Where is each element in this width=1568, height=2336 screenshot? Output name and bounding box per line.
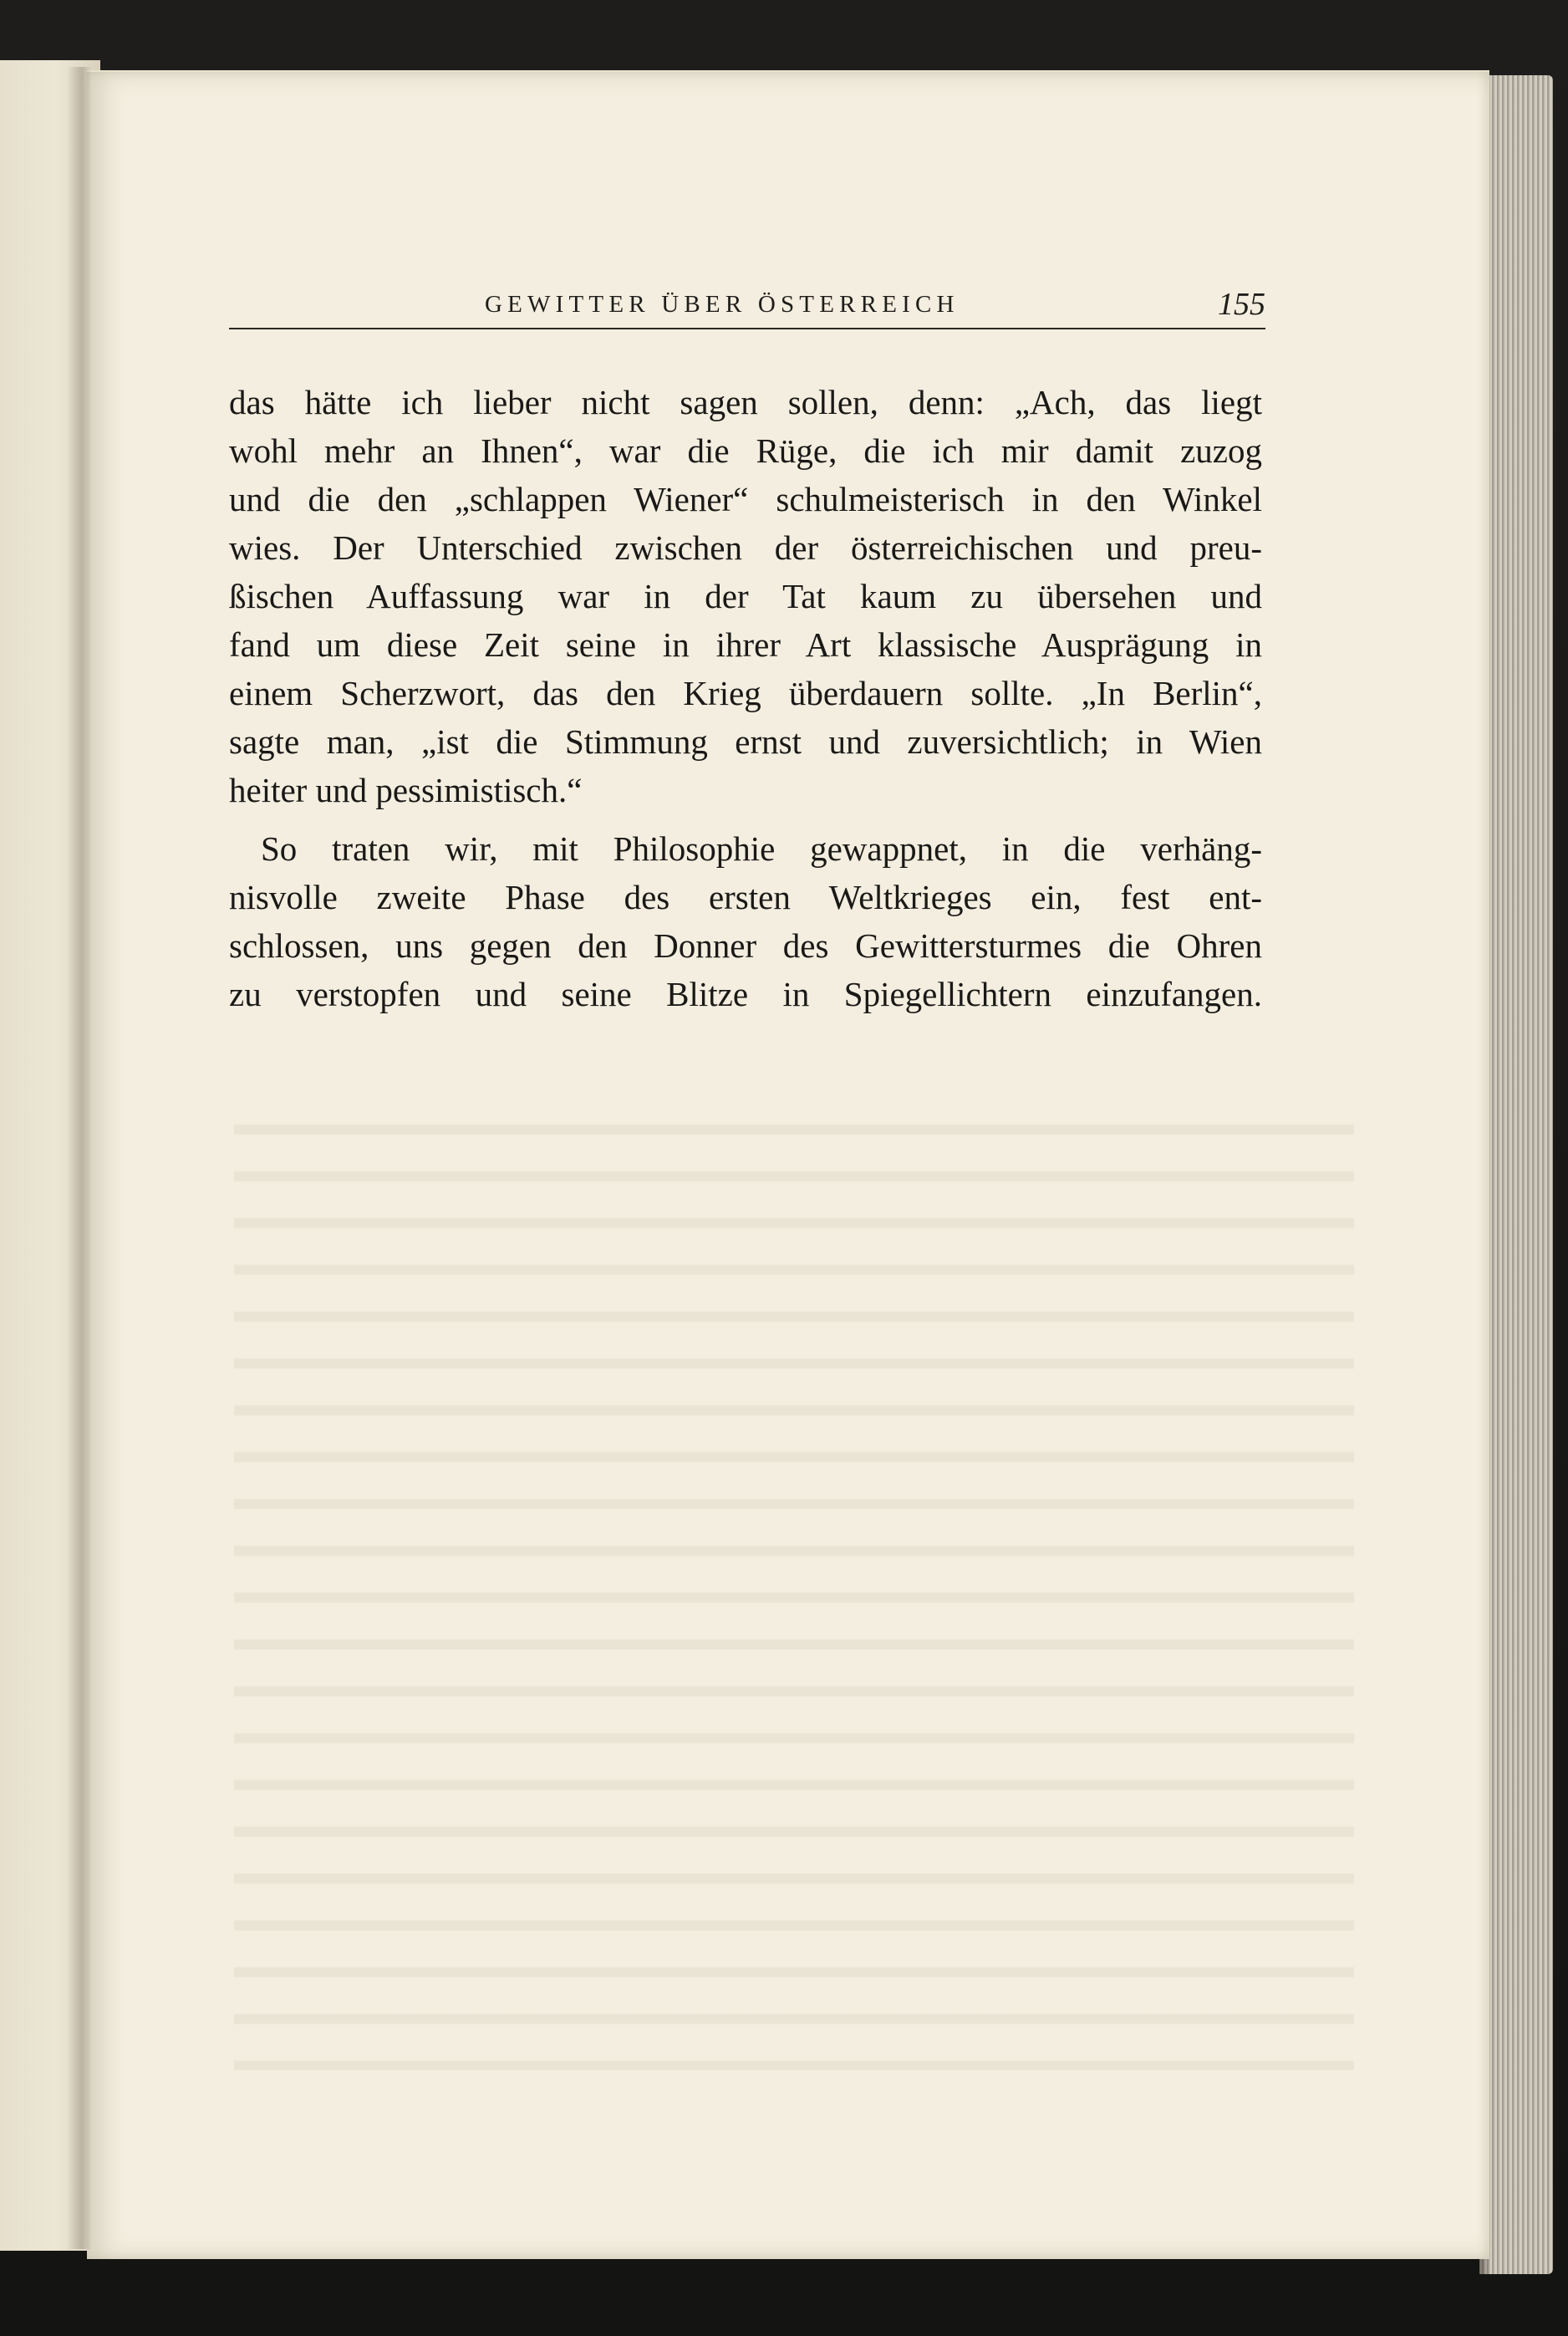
show-through-text [234,1092,1354,2070]
text-line: heiter und pessimistisch.“ [229,771,583,809]
text-line: schlossen, uns gegen den Donner des Gewittersturmes die Ohren [229,926,1262,965]
text-line: sagte man, „ist die Stimmung ernst und zuversichtlich; in Wien [229,722,1262,761]
page-number: 155 [1218,287,1265,322]
text-line: einem Scherzwort, das den Krieg überdauern sollte. „In Berlin“, [229,674,1262,712]
text-line: So traten wir, mit Philosophie gewappnet, in die verhäng- [261,829,1262,868]
paragraph-gap [229,814,1262,824]
text-line: das hätte ich lieber nicht sagen sollen, denn: „Ach, das liegt [229,383,1262,421]
paragraph-1 [229,378,1262,814]
running-head [142,281,1265,331]
text-line: wohl mehr an Ihnen“, war die Rüge, die ich mir damit zuzog [229,431,1262,470]
text-line: fand um diese Zeit seine in ihrer Art klassische Ausprägung in [229,625,1262,664]
text-line: ßischen Auffassung war in der Tat kaum zu übersehen und [229,577,1262,615]
text-line: nisvolle zweite Phase des ersten Weltkrieges ein, fest ent- [229,878,1262,916]
header-rule [229,328,1265,329]
book-gutter [67,67,92,2249]
text-line: und die den „schlappen Wiener“ schulmeisterisch in den Winkel [229,480,1262,518]
text-line: wies. Der Unterschied zwischen der österreichischen und preu- [229,528,1262,567]
text-line: zu verstopfen und seine Blitze in Spiegellichtern einzufangen. [229,975,1262,1013]
running-title: GEWITTER ÜBER ÖSTERREICH [485,291,960,318]
body-text [229,378,1262,1018]
paragraph-2 [229,824,1262,1018]
